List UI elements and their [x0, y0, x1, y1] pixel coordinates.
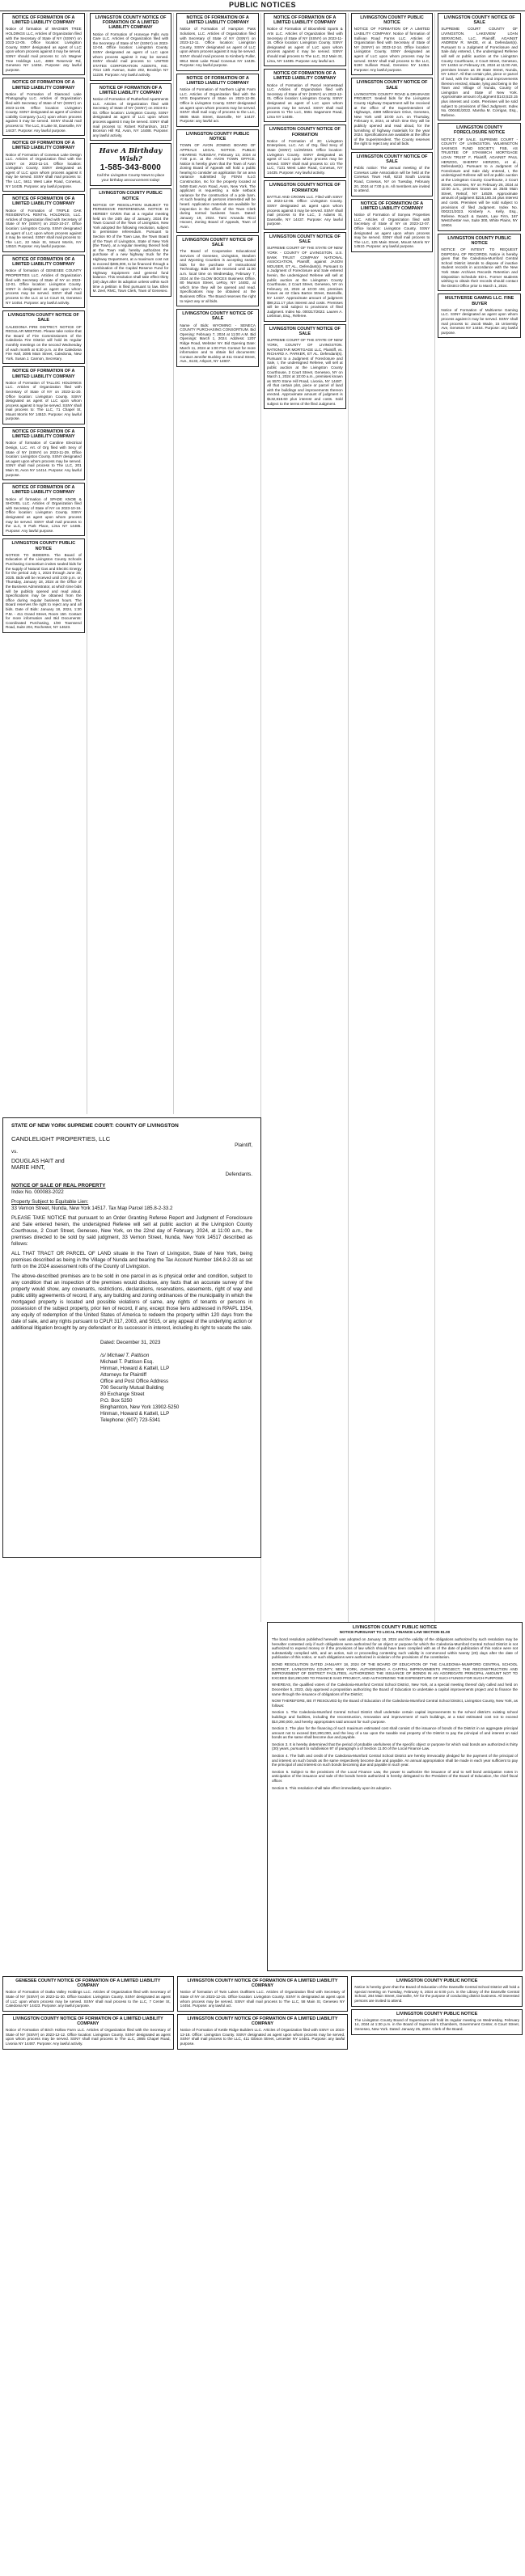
notice-title: LIVINGSTON COUNTY PUBLIC NOTICE — [185, 131, 250, 142]
legal-notice — [176, 129, 259, 233]
notice-title: LIVINGSTON COUNTY NOTICE OF FORMATION OF A LIMITED LIABILITY COMPANY — [95, 15, 167, 31]
court-header: STATE OF NEW YORK SUPREME COURT: COUNTY OF LIVINGSTON — [11, 1123, 179, 1129]
legal-notice — [2, 1976, 174, 2012]
notice-body: LIVINGSTON COUNTY ROAD & DRAINAGE PROJECT. Sealed bids for the Livingston County Highway Department will be received at the office of the Superintendent of Highways, 4389 Millennium Drive, Geneseo, New York until 10:00 a.m. on Thursday, February 8, 2024, at which time they will be publicly opened and read aloud, for the furnishing of highway materials for the year 2024. Specifications are available at the office of the Superintendent. The County reserves the right to reject any and all bids. — [354, 91, 430, 146]
notice-column — [2, 13, 87, 1114]
notice-body: Notice is hereby given that the Board of Education of the Dansville Central School District will hold a special meeting on Tuesday, February 6, 2024 at 6:00 p.m. in the Library of the Dansville Central School, 284 Main Street, Dansville, NY for the purpose of conducting district business. All interested persons are invited to attend. — [354, 1985, 519, 2003]
legal-notice — [2, 138, 85, 192]
legal-notice — [176, 74, 259, 127]
legal-notice — [2, 194, 85, 252]
notice-title: LIVINGSTON COUNTY NOTICE OF FORMATION — [269, 183, 341, 193]
court-firm-phone: Telephone: (607) 723-5341 — [100, 1417, 161, 1423]
notice-title: LIVINGSTON COUNTY NOTICE OF FORMATION OF A LIMITED LIABILITY COMPANY — [187, 1978, 338, 1989]
notice-body: NOTICE OF RESOLUTION SUBJECT TO PERMISSIVE REFERENDUM. NOTICE IS HEREBY GIVEN that at a regular meeting held on the 24th day of January, 2024 the Town Council of the Town of Livingston, New York adopted the following resolution, subject to permissive referendum. Pursuant to Section 90 of the Town Law, the Town Board of the Town of Livingston, State of New York (the Town), at a regular meeting thereof held at the Town Hall, hereby authorizes the purchase of a new highway truck for the Highway Department, at a maximum cost not to exceed $285,000, to be financed through a combination of the Capital Reserve Fund for Highway Equipment and general fund balance. This resolution shall take effect thirty (30) days after its adoption unless within such time a petition is filed pursuant to law. Ellen M. Zeel, RMC, Town Clerk, Town of Geneseo. — [92, 202, 169, 293]
court-firm-office: Office and Post Office Address — [100, 1379, 169, 1384]
notice-title: LIVINGSTON COUNTY NOTICE OF SALE — [7, 313, 79, 323]
notice-title: NOTICE OF FORMATION OF A LIMITED LIABILITY COMPANY — [12, 15, 75, 26]
notice-title: LIVINGSTON COUNTY FORECLOSURE NOTICE — [454, 125, 506, 136]
legal-notice — [2, 255, 85, 308]
legal-notice — [176, 235, 259, 307]
notice-title: NOTICE OF FORMATION OF A LIMITED LIABILITY COMPANY — [12, 257, 75, 268]
court-signature: /s/ Michael T. Pattison — [100, 1353, 150, 1358]
notice-body: Notice of formation of Twin Lakes Outfitters LLC. Articles of Organization filed with Secretary of State of NY on 2023-12-15. Office location: Livingston County. SSNY is designated as agent upon whom process may be served. SSNY shall mail process to The LLC, 58 Main St, Geneseo NY 14454. Purpose: any lawful act. — [180, 1990, 345, 2008]
legal-notice — [90, 188, 172, 296]
notice-title: MULTIVERSE GAMING LLC. FINE BUYER — [445, 296, 514, 306]
legal-notice — [2, 366, 85, 424]
notice-body: Notice of Formation of 3C Livingston Enterprises, LLC. Art. of Org. filed Secy of State (SSNY) 11/29/2023. Office location: Livingston County. SSNY designated as agent of LLC upon whom process may be served. SSNY shall mail process to: c/o The LLC, 7131 West Lake Road, Conesus, NY 14435. Purpose: Any lawful activity. — [266, 138, 343, 175]
legal-notice — [264, 324, 346, 409]
bond-notice-paragraph: The bond resolution published herewith was adopted on January 18, 2024 and the validity of the obligations authorized by such resolution may be hereafter contested only if such obligations were authorized for an object or purpose for which the Caledonia-Mumford Central School District is not authorized to expend money or if the provisions of law which should have been complied with as of the date of publication of this notice were not substantially complied with, and an action, suit or proceeding contesting such validity is commenced within twenty (20) days after the date of publication of this notice, or such obligations were authorized in violation of the provisions of the constitution. — [272, 1637, 518, 1660]
notice-title: NOTICE OF FORMATION OF A LIMITED LIABILITY COMPANY — [12, 369, 75, 379]
legal-notice — [2, 78, 85, 136]
legal-notice — [351, 78, 434, 150]
legal-notice — [177, 2014, 349, 2050]
notice-body: Notice of formation of Caroline Electrical Design, LLC. Art. of Org filed with Secy of State of NY (SSNY) on 2023-11-29. Office location: Livingston County. SSNY designated as agent upon whom process may be served. SSNY shall mail process to The LLC, 201 Main St, Avon NY 14414. Purpose: Any lawful purpose. — [6, 441, 82, 477]
bond-notice-paragraph: Section 5. Subject to the provisions of the Local Finance Law, the power to authorize the issuance of and to sell bond anticipation notes in anticipation of the issuance and sale of the bonds herein authorized is hereby delegated to the President of the Board of Education, the chief fiscal officer. — [272, 1769, 518, 1784]
court-para-2: ALL THAT TRACT OR PARCEL OF LAND situate in the Town of Livingston, State of New York, being premises described as being in the Village of Nunda and bearing the Tax Account Number 184.8-2-33 as set forth on the 2024 assessment rolls of the County of Livingston. — [11, 1251, 252, 1269]
notice-title: LIVINGSTON COUNTY PUBLIC NOTICE — [396, 2011, 478, 2016]
notice-body: CALEDONIA FIRE DISTRICT. NOTICE OF REGULAR MEETING. Please take notice that the Board of Fire Commissioners of the Caledonia Fire District will hold its regular monthly meetings on the second Wednesday of each month at 6:30 p.m. at the Caledonia Fire Hall, 3095 Main Street, Caledonia, New York. Susan J. Cannon, Secretary. — [6, 324, 82, 361]
court-para-3: The above-described premises are to be sold in one parcel in as is physical order and condition, subject to any condition that an inspection of the premises would disclose, any facts that an accurate survey of the property would show, any covenants, restrictions, declarations, reservations, easements, right of way and public utility agreements of record, if any, any building and zoning ordinances of the municipality in which the mortgaged property is located and possible violations of same, any rights of tenants or persons in possession of the subject property, prior lien of record, if any, except those liens addressed in RPAPL 1354, any equity of redemption of the United States of America to redeem the property within 120 days from the date of sale, and any rights pursuant to CPLR 317, 2003, and 5015, or any appeal of the underlying action or additional litigation brought by any defendant or its successor in interest, including its right to vacate the sale. — [11, 1273, 252, 1331]
notice-title: NOTICE OF FORMATION OF A LIMITED LIABILITY COMPANY — [12, 141, 75, 151]
notice-title: GENESEE COUNTY NOTICE OF FORMATION OF A LIMITED LIABILITY COMPANY — [15, 1978, 161, 1989]
bond-notice-paragraph: Section 6. This resolution shall take effect immediately upon its adoption. — [272, 1785, 392, 1790]
notice-title: NOTICE OF FORMATION OF A LIMITED LIABILITY COMPANY — [273, 15, 337, 26]
legal-notice — [2, 310, 85, 364]
bond-notice-paragraph: Section 3. It is hereby determined that the period of probable usefulness of the specific object or purpose for which said bonds are authorized is thirty (30) years, pursuant to subdivision 97 of paragraph a of Section 11.00 of the Local Finance Law. — [272, 1742, 518, 1751]
bond-notice-paragraph: WHEREAS, the qualified voters of the Caledonia-Mumford Central School District, New York, at a special meeting thereof duly called and held on December 5, 2023, duly approved a proposition authorizing the Board of Education to undertake a capital improvements project and to finance the same through the issuance of obligations of the District; — [272, 1683, 518, 1696]
bond-resolution-notice — [267, 1622, 523, 1971]
notice-body: Notice of Formation of Multiverse Gaming LLC. SSNY designated as agent upon whom process against it may be served. SSNY shall mail process to: Jacob Wade, 15 University Ave, Geneseo NY 14454. Purpose: any lawful purpose. — [441, 307, 518, 335]
notice-title: LIVINGSTON COUNTY NOTICE OF SALE — [269, 326, 341, 337]
bond-notice-paragraph: Section 2. The plan for the financing of such maximum estimated cost shall consist of the issuance of bonds of the District in an aggregate principal amount not to exceed $10,290,000, and the levy of a tax upon the taxable real property of the District to pay the principal of and interest on said bonds as the same shall become due and payable. — [272, 1726, 518, 1740]
bond-notice-paragraph: BOND RESOLUTION DATED JANUARY 18, 2024 OF THE BOARD OF EDUCATION OF THE CALEDONIA-MUMFORD CENTRAL SCHOOL DISTRICT, LIVINGSTON COUNTY, NEW YORK, AUTHORIZING A CAPITAL IMPROVEMENTS PROJECT, THE RECONSTRUCTION AND IMPROVEMENT OF DISTRICT FACILITIES, AUTHORIZING THE ISSUANCE OF BONDS IN AN AGGREGATE PRINCIPAL AMOUNT NOT TO EXCEED $10,290,000 TO FINANCE SAID PROJECT, AND AUTHORIZING THE EXPENDITURE OF SUCH FUNDS FOR SUCH PURPOSE. — [272, 1662, 518, 1680]
notice-body: Notice of Formation of Oatka Valley Holdings LLC. Articles of Organization filed with Secretary of State of NY (SSNY) on 2023-11-30. Office location: Livingston County. SSNY designated as agent of LLC upon whom process may be served. SSNY shall mail process to the LLC, 7 Center St, Caledonia NY 14423. Purpose: any lawful purpose. — [6, 1990, 171, 2008]
notice-body: SUPREME COURT COUNTY OF LIVINGSTON. LAKEVIEW LOAN SERVICING, LLC, Plaintiff, AGAINST ANDREW R. WADE, et al. Defendant(s). Pursuant to a Judgment of Foreclosure and Sale duly entered, I, the undersigned Referee will sell at public auction at the Livingston County Courthouse, 2 Court Street, Geneseo, NY 14454 on February 29, 2024 at 11:00 AM, premises known as 39 State Street, Nunda, NY 14517. All that certain plot, piece or parcel of land, with the buildings and improvements thereon erected, situate, lying and being in the Town and Village of Nunda, County of Livingston and State of New York. Approximate amount of judgment $143,523.15 plus interest and costs. Premises will be sold subject to provisions of filed Judgment. Index No. 000481/2022. Marsha M. Corrigan, Esq., Referee. — [441, 27, 518, 117]
legal-notice — [2, 427, 85, 480]
notice-title: NOTICE OF FORMATION OF A LIMITED LIABILITY COMPANY — [12, 196, 75, 207]
notices-page — [0, 11, 525, 2573]
legal-notice — [438, 123, 521, 230]
legal-notice — [264, 180, 346, 230]
masthead-title: PUBLIC NOTICES — [228, 1, 296, 9]
legal-notice — [2, 538, 85, 633]
notice-body: Name of Bids: WYOMING - SENECA COUNTY PURCHASING CONSORTIUM. Bid Opening: February 7, 2024 at 11:00 A.M. Bid Openings: March 1, 2024. Address: 1207 Ridge Road, Webster NY. Bid Opening Date: March 11, 2024 at 1:00 P.M. Contact for more information and to obtain bid documents: Contact Jennifer Buckley at 311 Grand Street, Ave., 6133, Arkport, NY 14807. — [180, 323, 256, 364]
notice-body: Notice of Formation of Kettle Ridge Builders LLC. Articles of Organization filed with SSNY on 2023-12-18. Office: Livingston County. SSNY designated as agent upon whom process may be served. SSNY shall mail process to the LLC, 411 Gibson Street, Leicester NY 14481. Purpose: any lawful purpose. — [180, 2028, 345, 2046]
bond-notice-paragraph: Section 4. The faith and credit of the Caledonia-Mumford Central School District are hereby irrevocably pledged for the payment of the principal of and interest on such bonds as the same respectively become due and payable. An annual appropriation shall be made in each year sufficient to pay the principal of and interest on such bonds becoming due and payable in such year. — [272, 1754, 518, 1767]
notice-title: LIVINGSTON COUNTY NOTICE OF SALE — [356, 154, 428, 165]
legal-notice — [351, 199, 434, 252]
legal-notice — [264, 69, 346, 122]
bond-notice-subtitle: NOTICE PURSUANT TO LOCAL FINANCE LAW SECTION 81.00 — [339, 1630, 451, 1635]
legal-notice — [351, 2009, 523, 2035]
notice-body: Notice of formation of GENESEE COUNTY PROPERTIES LLC. Articles of Organization filed with Secretary of State of NY on 2023-12-01. Office location: Livingston County. SSNY is designated as agent upon whom process may be served. SSNY shall mail process to the LLC at 14 Court St, Geneseo NY 14454. Purpose: any lawful activity. — [6, 268, 82, 305]
notice-body: BATTLE AND CROWN LLC. Filed with SSNY on 2023-12-06. Office: Livingston County. SSNY designated as agent upon whom process against it may be served. SSNY shall mail process to the LLC, 3 Adams St, Dansville, NY 14437. Purpose: Any lawful purpose. — [266, 194, 343, 226]
bond-notice-paragraph: Section 1. The Caledonia-Mumford Central School District shall undertake certain capital improvements to the school district's existing school buildings and facilities, including the reconstruction, renovation and improvement of such buildings, at a total estimated cost not to exceed $10,290,000, and hereby appropriates said amount for such purpose. — [272, 1710, 518, 1724]
birthday-ad-phone: 1-585-343-8000 — [99, 163, 162, 173]
notice-body: TOWN OF AVON ZONING BOARD OF APPEALS LEGAL NOTICE. PUBLIC HEARING TUESDAY, February 13, 2024 at 7:00 p.m. at the AVON TOWN OFFICE. Notice is hereby given that the Town of Avon Zoning Board of Appeals will hold a public hearing to consider an application for an area variance submitted by FENN ILLG Construction, Inc for the property located at 5459 East Avon Road, Avon, New York. The applicant is requesting a side setback variance for the construction of a pole barn. At such hearing all persons interested will be heard. Application materials are available for inspection in the office of the Town Clerk during normal business hours. Dated: January 19, 2024. Tami Amanda Ricci Hoover, Zoning Board of Appeals, Town of Avon. — [180, 143, 256, 229]
notice-title: LIVINGSTON COUNTY PUBLIC NOTICE — [99, 191, 163, 201]
legal-notice — [90, 83, 172, 141]
notice-title: NOTICE OF FORMATION OF A LIMITED LIABILITY COMPANY — [12, 485, 75, 496]
notice-title: NOTICE OF FORMATION OF A LIMITED LIABILITY COMPANY — [186, 15, 249, 26]
notice-column — [264, 13, 349, 1622]
notice-title: LIVINGSTON COUNTY NOTICE OF SALE — [356, 80, 428, 91]
court-defendant-1: DOUGLAS HAIT and — [11, 1159, 65, 1164]
legal-notice — [264, 232, 346, 322]
court-para-1: PLEASE TAKE NOTICE that pursuant to an Order Granting Referee Report and Judgment of Foreclosure and Sale entered herein, the undersigned Referee will sell at public auction at the Livingston County Courthouse, 2 Court Street, Geneseo, New York, on the 22nd day of February, 2024, at 11:00 a.m., the premises directed to be sold by said judgment, 33 Vernon Street, Nunda, New York 14517 described as follows: — [11, 1215, 252, 1247]
notice-body: SUPREME COURT OF THE STATE OF NEW YORK - COUNTY OF LIVINGSTON. U.S. BANK TRUST COMPANY NATIONAL ASSOCIATION, Plaintiff, against JASON MOUSER, ET AL., Defendant(s). Pursuant to a Judgment of Foreclosure and Sale entered herein, the undersigned Referee will sell at public auction at the Livingston County Courthouse, 2 Court Street, Geneseo, NY on February 22, 2024 at 10:00 AM, premises known as 42 Clara Barton Street, Dansville, NY 14437. Approximate amount of judgment $98,211.17 plus interest and costs. Premises will be sold subject to provisions of filed Judgment. Index No. 000317/2022. Lauren A. Liebman, Esq., Referee. — [266, 246, 343, 319]
court-firm-address-3: P.O. Box 5250 — [100, 1398, 133, 1404]
notice-title: LIVINGSTON COUNTY PUBLIC NOTICE — [360, 15, 424, 26]
lower-notice-column — [177, 1976, 349, 2574]
legal-notice — [438, 13, 521, 120]
court-property-label: Property Subject to Equitable Lien: — [11, 1199, 89, 1205]
court-property-address: 33 Vernon Street, Nunda, New York 14517. Tax Map Parcel 185.8-2-33.2 — [11, 1206, 173, 1211]
notice-title: NOTICE OF FORMATION OF A LIMITED LIABILITY COMPANY — [99, 85, 163, 95]
lower-notice-columns — [2, 1976, 523, 2574]
legal-notice — [2, 13, 85, 75]
notice-title: LIVINGSTON COUNTY NOTICE OF SALE — [182, 311, 254, 322]
bond-notice-paragraph: NOW THEREFORE, BE IT RESOLVED by the Board of Education of the Caledonia-Mumford Central School District, Livingston County, New York, as follows: — [272, 1699, 518, 1708]
lower-notice-column — [351, 1976, 523, 2574]
notice-title: LIVINGSTON COUNTY PUBLIC NOTICE — [447, 235, 511, 246]
legal-notice — [351, 1976, 523, 2007]
court-plaintiff: CANDLELIGHT PROPERTIES, LLC — [11, 1135, 111, 1142]
notice-body: Notice of Formation of Parcel Homestead LLC. Articles of Organization filed with Secretary of State of NY (SSNY) on 2023-12-01. Office location: Livingston County. SSNY designated as agent of LLC upon whom process may be served. SSNY shall mail process to The LLC, 5551 Sagamore Road, Lima NY 14485. — [266, 82, 343, 119]
legal-notice — [351, 152, 434, 196]
legal-notice — [176, 13, 259, 71]
notice-body: Notice of Formation of Conesus Lake Design LLC. Articles of Organization filed with the SSNY on 2023-11-14. Office location: Livingston County. SSNY designated as agent of LLC upon whom process against it may be served. SSNY shall mail process to: The LLC, 5611 West Lake Road, Conesus, NY 14435. Purpose: any lawful purpose. — [6, 152, 82, 188]
court-plaintiff-role: Plaintiff, — [235, 1142, 252, 1148]
notice-title: LIVINGSTON COUNTY NOTICE OF SALE — [182, 237, 254, 247]
legal-notice — [2, 483, 85, 536]
notice-column — [90, 13, 175, 1114]
court-defendant-2: MARIE HINT, — [11, 1165, 45, 1171]
notice-body: Notice of Formation of Honeoye Falls Auto Care LLC. Articles of Organization filed with the Secretary of State of NY (SSNY) on 2023-12-04. Office location: Livingston County. SSNY designated as agent of LLC upon whom process against it may be served. SSNY should mail process to: UNITED STATES CORPORATION AGENTS, INC. 7014 13th Avenue, Suite 202, Brooklyn NY 11228. Purpose: Any lawful activity. — [92, 32, 169, 77]
notice-title: NOTICE OF FORMATION OF A LIMITED LIABILITY COMPANY — [360, 201, 424, 212]
notice-body: NOTICE TO BIDDERS. The Board of Education of the Livingston County Schools Purchasing Consortium invites sealed bids for the supply of Natural Gas and Electric Energy for the period July 1, 2024 through June 30, 2025. Bids will be received until 2:00 p.m. on Thursday, January 18, 2024 at the Office of the Business Administrator, at which time bids will be publicly opened and read aloud. Specifications may be obtained from the office during regular business hours. The Board reserves the right to reject any and all bids. Date of Bids: January 18, 2024, 1:30 P.M. - 411 Grand Street, Room 150. Contact for more information and Bid Documents: Coordinated Purchasing, 1/00 Townsend Road, Suite 204, Rochester, NY 14623. — [6, 552, 82, 630]
notice-body: Notice of formation of SPADE KNOB & SHOVEL LLC. Articles of Organization filed with Secretary of State of NY on 2023-10-16. Office location: Livingston County. SSNY designated as agent upon whom process may be served. SSNY shall mail process to the LLC, 9 Park Place, Lima NY 14485. Purpose: Any lawful purpose. — [6, 496, 82, 533]
notice-body: Notice of Formation of TRIPLE OAK RESIDENTIAL RENTAL HOLDINGS, LLC. Articles of Organization filed with Secretary of State of NY (SSNY) on 2023-10-27. Office location: Livingston County. SSNY designated as agent of LLC upon whom process against it may be served. SSNY shall mail process to: The LLC, 22 Main St, Mount Morris, NY 14510. Purpose: Any lawful purpose. — [6, 208, 82, 249]
legal-notice — [351, 13, 434, 75]
legal-notice — [438, 234, 521, 292]
court-firm-address-4: Binghamton, New York 13902-5250 — [100, 1404, 180, 1410]
notice-body: Notice of Formation of TALLOC HOLDINGS LLC. Articles of Organization filed with Secretary of State of NY on 2023-11-20. Office location: Livingston County. SSNY designated as agent of LLC upon whom process against it may be served. SSNY shall mail process to: The LLC, 71 Chapel St, Mount Morris NY 14510. Purpose: Any lawful purpose. — [6, 380, 82, 421]
notice-body: Notice of Formation of Northern Lights Farm LLC. Articles of Organization filed with the NYS Department of State on 2023-12-08. Office in Livingston County. SSNY designated as agent upon whom process may be served. SSNY shall mail copy of process to the LLC, 8506 Main Street, Dansville, NY 14437. Purpose: any lawful act. — [180, 87, 256, 124]
notice-title: LIVINGSTON COUNTY PUBLIC NOTICE — [11, 541, 76, 551]
legal-notice — [176, 309, 259, 367]
notice-title: LIVINGSTON COUNTY NOTICE OF FORMATION — [269, 127, 341, 137]
court-sale-notice — [2, 1117, 261, 1558]
notice-body: Notice of Formation of Bloomfield Sports & Arts LLC. Articles of Organization filed with Secretary of State of NY (SSNY) on 2023-11-16. Office location: Livingston County. SSNY designated as agent of LLC upon whom process against it may be served. SSNY should mail process to The LLC, 312 Main St, Lima, NY 14485. Purpose: any lawful act. — [266, 27, 343, 63]
court-firm: Hinman, Howard & Kattell, LLP — [100, 1366, 170, 1371]
legal-notice — [264, 125, 346, 178]
court-defendant-role: Defendants. — [225, 1172, 252, 1177]
legal-notice — [438, 293, 521, 338]
court-firm-address-2: 80 Exchange Street — [100, 1391, 145, 1397]
notice-body: Notice of Formation of Birch Hollow Farm LLC. Articles of Organization filed with the Secretary of State of NY (SSNY) on 2023-12-12. Office location: Livingston County. SSNY designated as agent upon whom process may be served. SSNY shall mail process to The LLC, 2865 Chapel Road, Livonia NY 14487. Purpose: Any lawful activity. — [6, 2028, 171, 2046]
notice-title: NOTICE OF FORMATION OF A LIMITED LIABILITY COMPANY — [12, 429, 75, 440]
legal-notice — [177, 1976, 349, 2012]
birthday-ad-text: Call the Livingston County News to place your birthday announcement today! — [96, 173, 165, 182]
lower-notice-column — [2, 1976, 174, 2574]
masthead — [0, 0, 525, 11]
notice-body: NOTICE OF FORMATION OF A LIMITED LIABILITY COMPANY. Notice of formation of Sullivan Road Farms LLC. Articles of Organization filed with Secretary of State of NY (SSNY) on 2023-12-14. Office location: Livingston County. SSNY designated as agent of LLC upon whom process may be served. SSNY shall mail process to the LLC, 6190 Sullivan Road, Geneseo NY 14454. Purpose: Any lawful purpose. — [354, 27, 430, 72]
notice-title: NOTICE OF FORMATION OF A LIMITED LIABILITY COMPANY — [273, 71, 337, 82]
legal-notice — [90, 13, 172, 81]
notice-title: NOTICE OF FORMATION OF A LIMITED LIABILITY COMPANY — [12, 80, 75, 91]
notice-title: LIVINGSTON COUNTY NOTICE OF SALE — [269, 234, 341, 245]
notice-body: Notice of Formation of Hampton Pass Solutions, LLC. Articles of Organization filed with Secretary of State of NY (SSNY) on 2023-12-11. Office location: Livingston County. SSNY designated as agent of LLC upon whom process against it may be served. SSNY should mail process to Kimberly Fuller, 8914 West Lake Road Conesus NY 14435. Purpose: Any lawful purpose. — [180, 27, 256, 68]
bond-notice-title: LIVINGSTON COUNTY PUBLIC NOTICE — [352, 1625, 438, 1630]
court-signer: Michael T. Pattison Esq. — [100, 1359, 154, 1365]
birthday-ad-title: Have A Birthday Wish? — [99, 147, 163, 164]
notice-body: The Board of Cooperative Educational Services of Genesee, Livingston, Steuben and Wyoming Counties is accepting sealed bids for the purchase of Instructional Technology. Bids will be received until 11:00 a.m. local time on Wednesday, February 7, 2024 at the GLOW BOCES Business Office, 80 Munson Street, LeRoy, NY 14482, at which time they will be opened and read. Specifications may be obtained at the Business Office. The Board reserves the right to reject any or all bids. — [180, 249, 256, 303]
notice-title: LIVINGSTON COUNTY NOTICE OF FORMATION OF A LIMITED LIABILITY COMPANY — [12, 2016, 163, 2026]
legal-notice — [2, 2014, 174, 2050]
court-notice-title: NOTICE OF SALE OF REAL PROPERTY — [11, 1183, 106, 1189]
notice-title: LIVINGSTON COUNTY PUBLIC NOTICE — [396, 1978, 478, 1983]
notice-title: LIVINGSTON COUNTY NOTICE OF FORMATION OF A LIMITED LIABILITY COMPANY — [187, 2016, 338, 2026]
notice-body: Public notice: The annual meeting of the Conesus Lake Association will be held at the Conesus Town Hall, 6210 South Livonia Road, Conesus, NY on Tuesday, February 20, 2024 at 7:00 p.m. All members are invited to attend. — [354, 166, 430, 193]
legal-notice — [264, 13, 346, 66]
notice-body: SUPREME COURT OF THE STATE OF NEW YORK, COUNTY OF LIVINGSTON. NATIONSTAR MORTGAGE LLC, Plaintiff, vs. RICHARD A. PARKER, ET AL. Defendant(s). Pursuant to a Judgment of Foreclosure and Sale, I, the undersigned Referee, will sell at public auction at the Livingston County Courthouse, 2 Court Street, Geneseo, NY on March 1, 2024 at 10:00 a.m., premises known as 5570 Stone Hill Road, Livonia, NY 14487. All that certain plot, piece or parcel of land with the buildings and improvements thereon erected. Approximate amount of judgment is $132,818.60 plus interest and costs. Sold subject to the terms of the filed Judgment. — [266, 338, 343, 406]
notice-body: NOTICE OF INTENT TO REQUEST DISPOSAL OF RECORDS. Notice is hereby given that the Caledonia-Mumford Central School District intends to dispose of inactive student records in accordance with the New York State Archives Records Retention and Disposition Schedule ED-1. Former students wishing to obtain their records should contact the District Office prior to March 1, 2024. — [441, 247, 518, 288]
notice-title: LIVINGSTON COUNTY NOTICE OF SALE — [443, 15, 515, 26]
notice-body: NOTICE OF SALE. SUPREME COURT - COUNTY OF LIVINGSTON. WILMINGTON SAVINGS FUND SOCIETY, FSB, AS TRUSTEE OF STANWICH MORTGAGE LOAN TRUST F, Plaintiff, AGAINST PAUL HERZOG, SHERRY HERZOG, et al., Defendant(s). Pursuant to a Judgment of Foreclosure and Sale duly entered, I, the undersigned Referee will sell at public auction at the Livingston County Courthouse, 2 Court Street, Geneseo, NY on February 26, 2024 at 10:00 a.m., premises known as 3545 Main Street, Retsof, NY 14539. Approximate amount of judgment $215,180.24 plus interest and costs. Premises will be sold subject to provisions of filed Judgment. Index No. 000221/2023. Kimberly A. Kelly, Esq., Referee. Roach & Swarts, Law Firm, 167 Westchester Ave, Suite 300, White Plains, NY 10604. — [441, 137, 518, 227]
court-index: Index No. 000083-2022 — [11, 1189, 64, 1195]
notice-title: NOTICE OF FORMATION OF A LIMITED LIABILITY COMPANY — [186, 75, 249, 86]
notice-body: Notice of Formation of Rutherford Apartments LLC. Articles of Organization filed with Secretary of State of NY (SSNY) on 2024-01-03. Office location: Livingston County. SSNY designated as agent of LLC upon whom process against it may be served. SSNY shall mail process to: Robert Richardson, 1617 Bronson Hill Rd, Avon, NY 14488. Purpose: any lawful activity. — [92, 96, 169, 137]
court-firm-address-5: Hinman, Howard & Kattell, LLP — [100, 1411, 170, 1417]
court-vs: vs. — [11, 1149, 18, 1155]
birthday-ad — [90, 143, 172, 186]
notice-body: The Livingston County Board of Supervisors will hold its regular meeting on Wednesday, February 14, 2024 at 1:30 p.m. in the Board of Supervisors Chambers, Government Center, 6 Court Street, Geneseo, New York. Dated: January 25, 2024. Clerk of the Board. — [354, 2017, 519, 2031]
notice-body: Notice of formation of WAGNER TREE HOLDINGS LLC, Articles of Organization filed with the Secretary of State of NY (SSNY) on 2023-12-05. Office location: Livingston County. SSNY designated as agent of LLC upon whom process against it may be served. SSNY should mail process to: c/o Wagner Tree Holdings LLC, 4869 Reservoir Rd, Geneseo NY 14454. Purpose: any lawful purpose. — [6, 27, 82, 72]
court-firm-role: Attorneys for Plaintiff — [100, 1372, 146, 1378]
court-dated: Dated: December 31, 2023 — [100, 1340, 161, 1345]
notice-body: Notice of Formation of Diamond Lake Photography LLC. Articles of Organization filed with Secretary of State of NY (SSNY) on 2023-11-09. Office location: Livingston County. SSNY designated as agent of Limited Liability Company (LLC) upon whom process against it may be served. SSNY should mail process to: The LLC, 8 Lake St, Dansville, NY 14437. Purpose: Any lawful purpose. — [6, 91, 82, 133]
court-firm-address-1: 700 Security Mutual Building — [100, 1385, 164, 1391]
notice-column — [438, 13, 523, 1622]
notice-column — [351, 13, 436, 1622]
notice-body: Notice of Formation of Sonyea Properties LLC. Articles of Organization filed with Secretary of State of NY on 2023-12-07. Office location: Livingston County. SSNY designated as agent upon whom process may be served. SSNY shall mail process to The LLC, 125 Main Street, Mount Morris NY 14510. Purpose: any lawful purpose. — [354, 213, 430, 249]
